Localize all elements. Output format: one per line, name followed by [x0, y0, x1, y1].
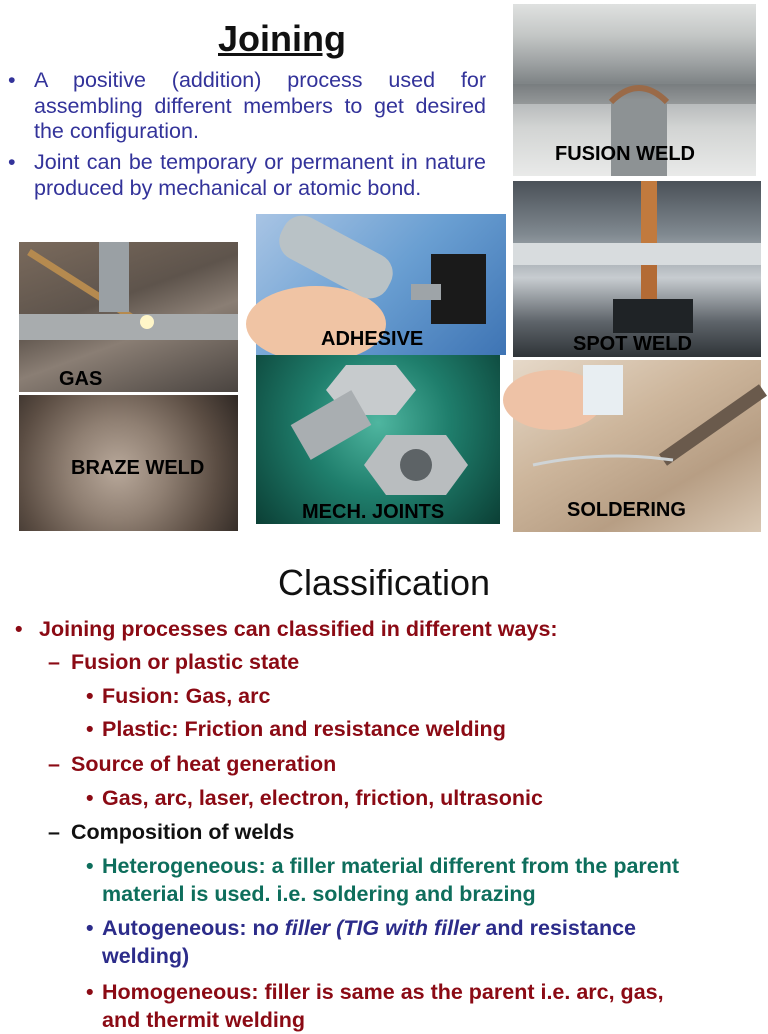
bullet-marker: •: [86, 684, 94, 708]
bullet-marker: •: [86, 786, 94, 810]
dash-marker: –: [48, 820, 60, 844]
bullet-marker: •: [86, 854, 94, 878]
item-fusion: Fusion: Gas, arc: [102, 684, 271, 708]
bullet-marker: •: [86, 916, 94, 940]
item-heat-source: Source of heat generation: [71, 752, 337, 776]
classification-title: Classification: [277, 562, 491, 603]
classification-intro: Joining processes can classified in different ways:: [39, 617, 558, 641]
autogeneous-text-c: and resistance: [479, 916, 636, 940]
bullet-text: Joint can be temporary or permanent in nature produced by mechanical or atomic bond.: [34, 150, 486, 200]
caption-braze-weld: BRAZE WELD: [71, 457, 205, 479]
caption-gas-welding: GAS: [59, 368, 103, 390]
caption-adhesive: ADHESIVE: [321, 328, 424, 350]
caption-mech-joints: MECH. JOINTS: [302, 501, 445, 523]
bullet-marker: •: [15, 617, 23, 641]
item-heat-list: Gas, arc, laser, electron, friction, ultrasonic: [102, 786, 543, 810]
bullet-item: [8, 150, 486, 201]
caption-soldering: SOLDERING: [567, 499, 686, 521]
item-composition: Composition of welds: [71, 820, 295, 844]
autogeneous-text-a: Autogeneous: n: [102, 916, 266, 940]
item-fusion-plastic: Fusion or plastic state: [71, 650, 300, 674]
bullet-marker: •: [8, 68, 16, 92]
dash-marker: –: [48, 752, 60, 776]
item-plastic: Plastic: Friction and resistance welding: [102, 717, 506, 741]
item-heterogeneous-line2: material is used. i.e. soldering and brazing: [102, 882, 536, 906]
item-autogeneous-line2: welding): [102, 944, 190, 968]
bullet-marker: •: [8, 150, 16, 174]
item-homogeneous-line1: Homogeneous: filler is same as the parent i.e. arc, gas,: [102, 980, 664, 1004]
slide-title: Joining: [218, 18, 346, 59]
item-heterogeneous-line1: Heterogeneous: a filler material different from the parent: [102, 854, 680, 878]
bullet-marker: •: [86, 717, 94, 741]
item-autogeneous-line1: [102, 914, 636, 942]
bullet-text: A positive (addition) process used for assembling different members to get desired the configuration.: [34, 68, 486, 143]
caption-fusion-weld: FUSION WELD: [555, 143, 695, 165]
item-homogeneous-line2: and thermit welding: [102, 1008, 306, 1032]
autogeneous-text-italic: o filler (TIG with filler: [265, 916, 480, 940]
dash-marker: –: [48, 650, 60, 674]
bullet-item: [8, 68, 486, 145]
caption-spot-weld: SPOT WELD: [573, 333, 692, 355]
bullet-marker: •: [86, 980, 94, 1004]
